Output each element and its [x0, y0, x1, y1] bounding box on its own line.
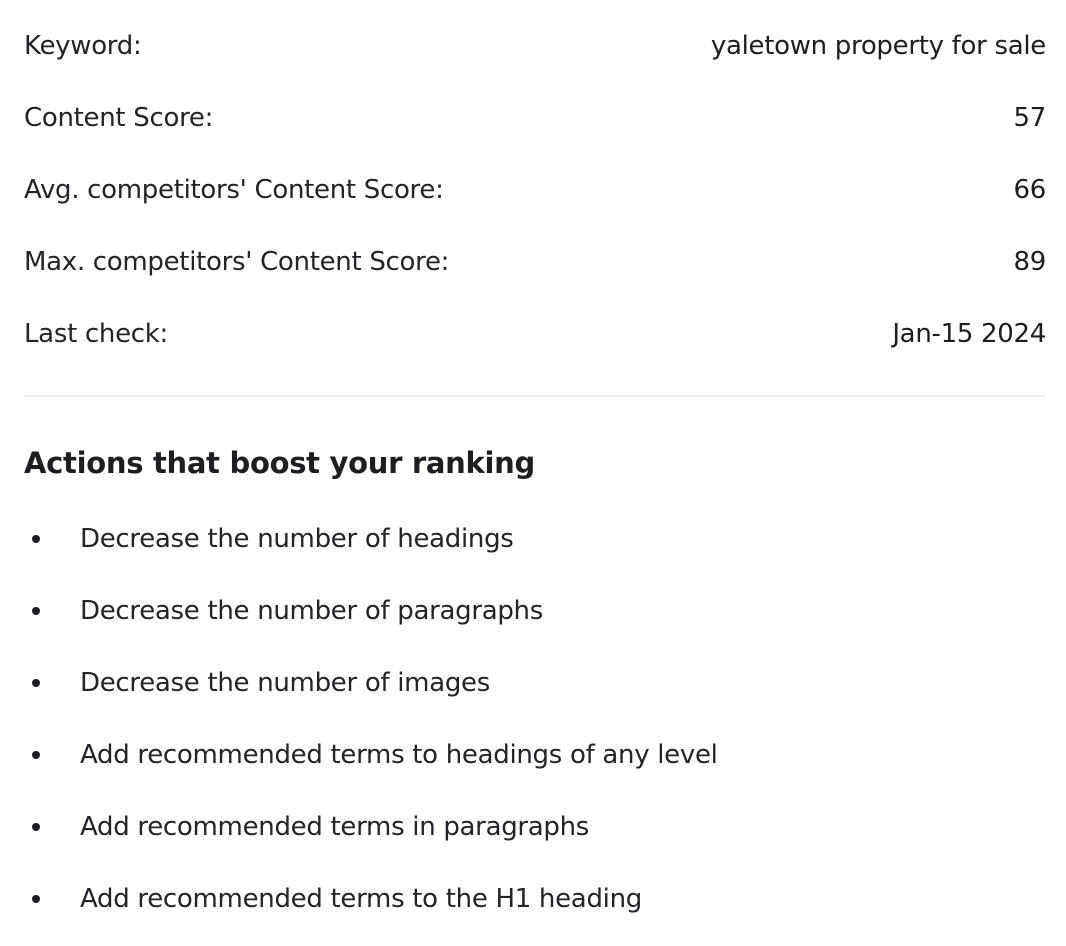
list-item	[24, 503, 1046, 575]
stat-value: 89	[1013, 247, 1046, 277]
section-title: Actions that boost your ranking	[24, 446, 535, 480]
list-item	[24, 647, 1046, 719]
stat-label: Content Score:	[24, 103, 214, 133]
stat-row-keyword	[24, 10, 1046, 82]
action-text: Decrease the number of images	[80, 668, 490, 698]
bullet-icon	[32, 679, 40, 687]
stat-value: Jan-15 2024	[892, 319, 1046, 349]
stat-value: yaletown property for sale	[710, 31, 1046, 61]
stat-value: 66	[1013, 175, 1046, 205]
section-divider	[24, 395, 1046, 397]
stat-row-content-score	[24, 82, 1046, 154]
stat-row-avg-competitors-score	[24, 154, 1046, 226]
stat-label: Max. competitors' Content Score:	[24, 247, 450, 277]
stat-value: 57	[1013, 103, 1046, 133]
bullet-icon	[32, 751, 40, 759]
stat-label: Keyword:	[24, 31, 142, 61]
action-text: Add recommended terms in paragraphs	[80, 812, 590, 842]
action-text: Add recommended terms to headings of any level	[80, 740, 718, 770]
actions-list	[24, 503, 1046, 935]
bullet-icon	[32, 823, 40, 831]
action-text: Decrease the number of headings	[80, 524, 514, 554]
bullet-icon	[32, 607, 40, 615]
stat-label: Last check:	[24, 319, 169, 349]
stat-row-max-competitors-score	[24, 226, 1046, 298]
bullet-icon	[32, 895, 40, 903]
stats-list	[24, 0, 1046, 370]
action-text: Add recommended terms to the H1 heading	[80, 884, 642, 914]
list-item	[24, 791, 1046, 863]
list-item	[24, 719, 1046, 791]
stat-label: Avg. competitors' Content Score:	[24, 175, 444, 205]
list-item	[24, 863, 1046, 935]
bullet-icon	[32, 535, 40, 543]
action-text: Decrease the number of paragraphs	[80, 596, 543, 626]
stat-row-last-check	[24, 298, 1046, 370]
list-item	[24, 575, 1046, 647]
